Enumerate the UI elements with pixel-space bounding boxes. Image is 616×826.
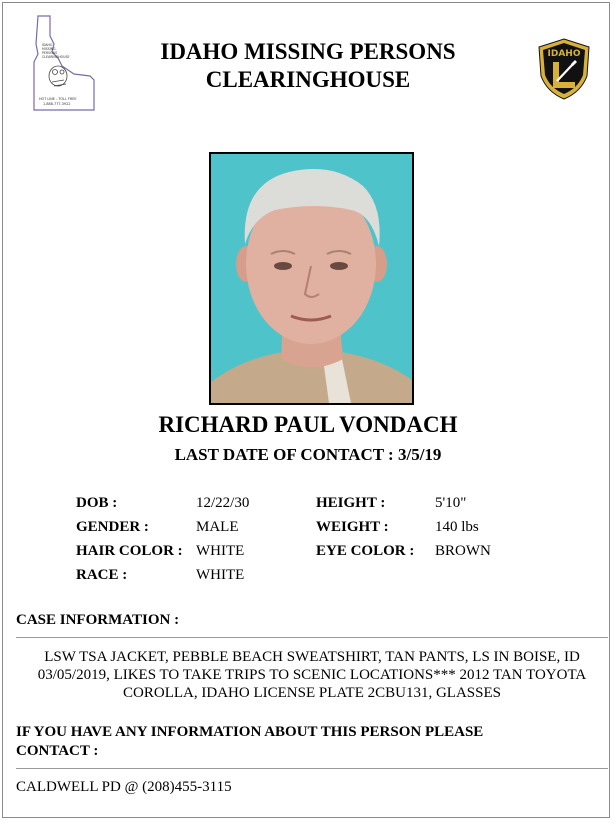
- case-divider: [16, 637, 608, 638]
- contact-heading-line-1: IF YOU HAVE ANY INFORMATION ABOUT THIS PERSON PLEASE: [16, 724, 484, 740]
- svg-text:IDAHO: IDAHO: [42, 43, 53, 47]
- person-name: RICHARD PAUL VONDACH: [158, 412, 458, 437]
- contact-heading: [16, 723, 483, 761]
- idaho-state-police-badge-icon: [537, 38, 591, 100]
- case-information-text: LSW TSA JACKET, PEBBLE BEACH SWEATSHIRT, TAN PANTS, LS IN BOISE, ID 03/05/2019, LIKES TO TAKE TRIPS TO SCENIC LOCATIONS*** 2012 TAN TOYOTA COROLLA, IDAHO LICENSE PLATE 2CBU131, GLASSES: [37, 649, 587, 701]
- svg-text:MISSING: MISSING: [42, 47, 56, 51]
- hair-color-value: WHITE: [196, 543, 245, 559]
- race-label: RACE :: [76, 567, 128, 583]
- height-value: 5'10": [435, 495, 467, 511]
- last-contact-label: LAST DATE OF CONTACT :: [174, 445, 394, 464]
- page-title: [100, 38, 516, 94]
- title-line-2: CLEARINGHOUSE: [205, 67, 411, 92]
- weight-label: WEIGHT :: [316, 519, 389, 535]
- weight-value: 140 lbs: [435, 519, 479, 535]
- contact-heading-line-2: CONTACT :: [16, 743, 99, 759]
- svg-text:PERSONS: PERSONS: [42, 51, 58, 55]
- badge-label: IDAHO: [547, 49, 581, 59]
- race-value: WHITE: [196, 567, 245, 583]
- svg-text:HOT LINE - TOLL FREE: HOT LINE - TOLL FREE: [39, 97, 77, 101]
- contact-agency-text: CALDWELL PD @ (208)455-3115: [16, 779, 232, 795]
- last-contact-line: [0, 444, 616, 466]
- svg-text:1-888-777-3922: 1-888-777-3922: [43, 102, 71, 106]
- eye-color-value: BROWN: [435, 543, 491, 559]
- eye-color-label: EYE COLOR :: [316, 543, 415, 559]
- height-label: HEIGHT :: [316, 495, 386, 511]
- gender-label: GENDER :: [76, 519, 149, 535]
- person-portrait-icon: [211, 154, 412, 403]
- person-photo: [209, 152, 414, 405]
- dob-label: DOB :: [76, 495, 118, 511]
- gender-value: MALE: [196, 519, 239, 535]
- title-line-1: IDAHO MISSING PERSONS: [160, 39, 456, 64]
- svg-text:CLEARINGHOUSE: CLEARINGHOUSE: [42, 55, 70, 59]
- last-contact-value: 3/5/19: [397, 445, 442, 464]
- case-information-heading: CASE INFORMATION :: [16, 612, 180, 628]
- contact-divider: [16, 768, 608, 769]
- idaho-state-map-logo-icon: [28, 14, 98, 112]
- hair-color-label: HAIR COLOR :: [76, 543, 183, 559]
- dob-value: 12/22/30: [196, 495, 250, 511]
